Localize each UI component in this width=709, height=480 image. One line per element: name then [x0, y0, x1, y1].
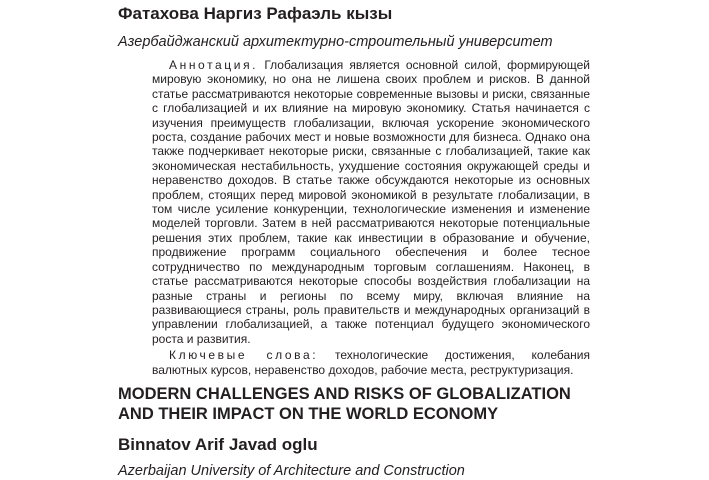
paper-title-en: [118, 384, 678, 424]
affiliation-en: Azerbaijan University of Architecture and Construction: [118, 463, 465, 479]
keywords-text: технологические достижения, колебания валютных курсов, неравенство доходов, рабочие места, реструктуризация.: [152, 348, 590, 377]
title-line-2: AND THEIR IMPACT ON THE WORLD ECONOMY: [118, 405, 499, 423]
abstract-paragraph: [152, 58, 590, 346]
abstract-text: Глобализация является основной силой, формирующей мировую экономику, но она не лишена своих проблем и рисков. В данной статье рассматриваются некоторые современные вызовы и риски, связанные с глобализацией и их влияние на мировую экономику. Статья начинается с изучения преимуществ глобализации, включая ускорение экономического роста, создание рабочих мест и новые возможности для бизнеса. Однако она также подчеркивает некоторые риски, связанные с глобализацией, такие как экономическая нестабильность, ухудшение состояния окружающей среды и неравенство доходов. В статье также обсуждаются некоторые из основных проблем, стоящих перед мировой экономикой в результате глобализации, в том числе усиление конкуренции, технологические изменения и изменение моделей торговли. Затем в ней рассматриваются некоторые потенциальные решения этих проблем, такие как инвестиции в образование и обучение, продвижение программ социального обеспечения и более тесное сотрудничество по международным торговым соглашениям. Наконец, в статье рассматриваются некоторые способы воздействия глобализации на разные страны и регионы по всему миру, включая влияние на развивающиеся страны, роль правительств и международных организаций в управлении глобализацией, а также потенциал будущего экономического роста и развития.: [152, 58, 590, 346]
keywords-paragraph: [152, 348, 590, 377]
affiliation-ru: Азербайджанский архитектурно-строительный университет: [118, 34, 553, 50]
author-name-en: Binnatov Arif Javad oglu: [118, 435, 318, 454]
abstract-block: [152, 58, 590, 377]
abstract-label: Аннотация.: [169, 58, 259, 72]
author-name-ru: Фатахова Наргиз Рафаэль кызы: [118, 4, 393, 23]
keywords-label: Ключевые слова:: [169, 348, 319, 363]
title-line-1: MODERN CHALLENGES AND RISKS OF GLOBALIZATION: [118, 385, 571, 403]
